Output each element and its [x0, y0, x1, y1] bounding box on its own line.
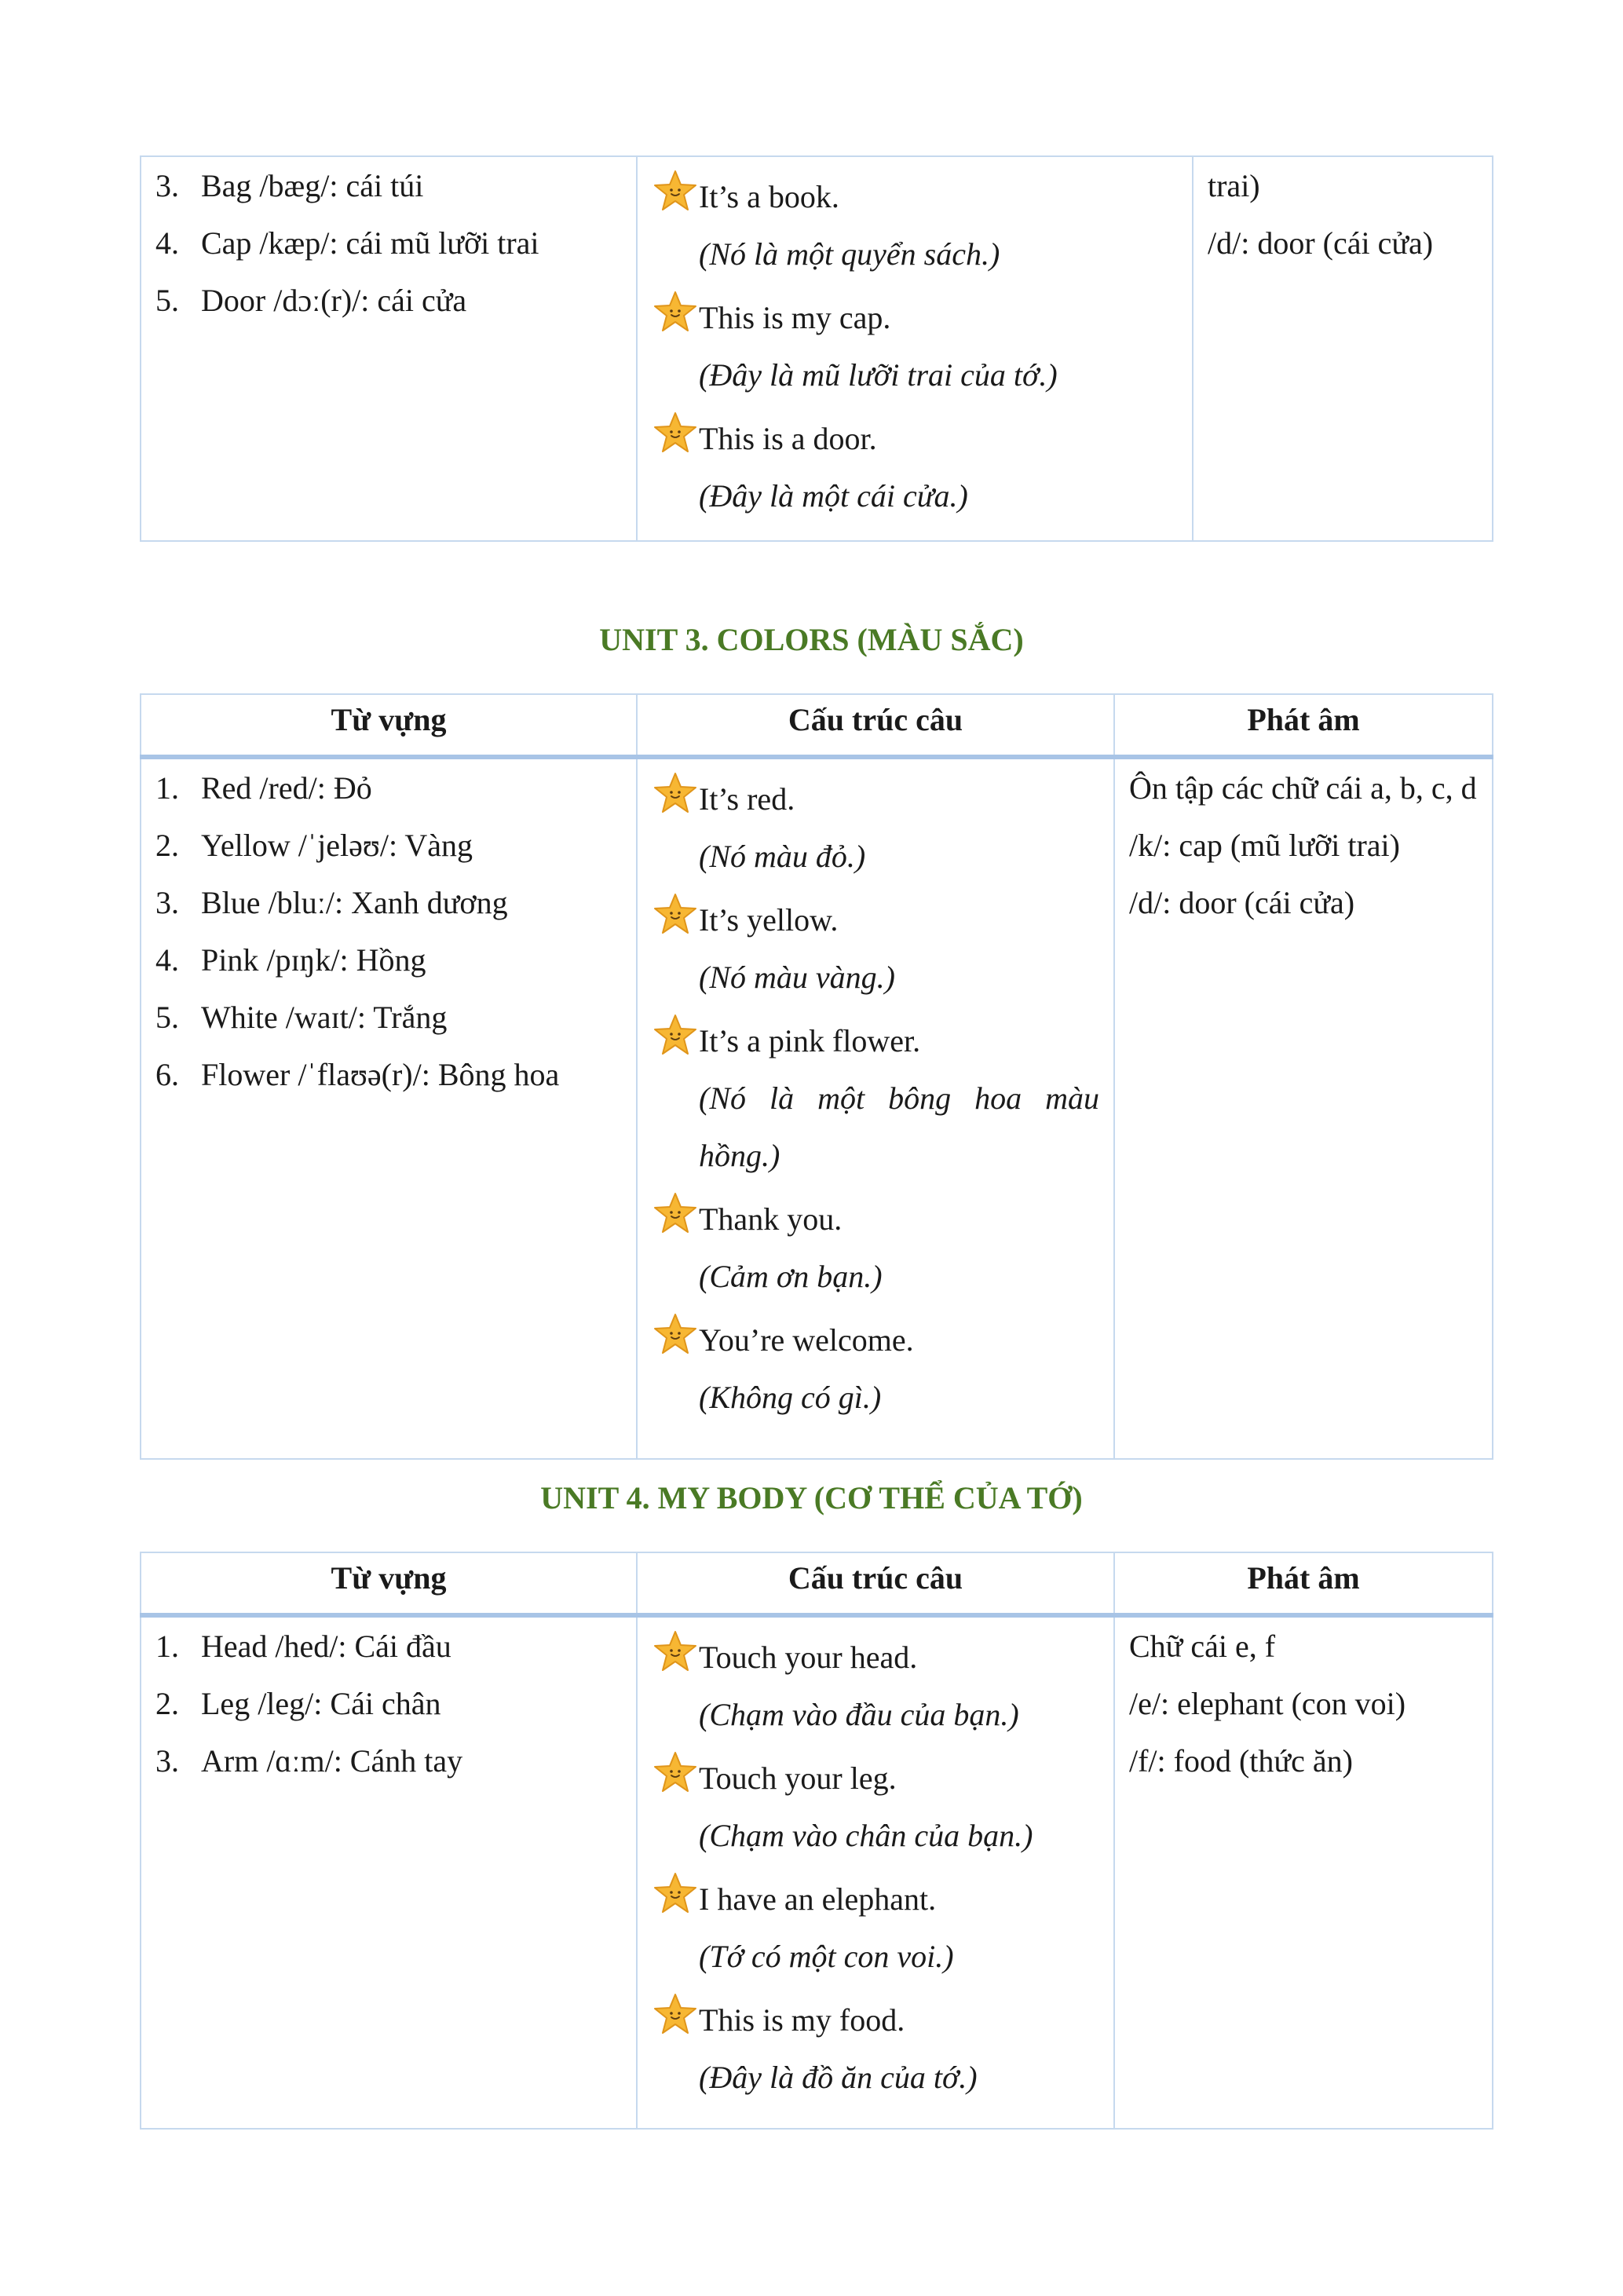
list-item: 1. Head /hed/: Cái đầu: [155, 1618, 628, 1675]
example-item: [652, 1870, 1099, 1985]
star-icon: [652, 410, 699, 457]
example-vi: (Không có gì.): [699, 1380, 882, 1415]
example-item: [652, 1012, 1099, 1184]
pronunciation-cell: [1114, 757, 1493, 1459]
unit4-title: UNIT 4. MY BODY (CƠ THỂ CỦA TỚ): [540, 1480, 1083, 1515]
vocab-text: Flower /ˈflaʊə(r)/: Bông hoa: [201, 1057, 560, 1092]
star-icon: [652, 168, 699, 215]
vocab-list: [155, 759, 628, 1103]
example-en: This is my cap.: [699, 300, 891, 335]
list-item: 2. Leg /leg/: Cái chân: [155, 1675, 628, 1732]
star-icon: [652, 1311, 699, 1358]
unit2-continuation-table: [140, 155, 1493, 542]
star-icon: [652, 289, 699, 336]
list-item: 5. White /waɪt/: Trắng: [155, 989, 628, 1046]
vocab-text: Leg /leg/: Cái chân: [201, 1686, 441, 1721]
example-vi: (Đây là mũ lưỡi trai của tớ.): [699, 357, 1058, 393]
vocab-list: [155, 157, 628, 329]
header-pronunciation: Phát âm: [1114, 1552, 1493, 1615]
example-vi: (Đây là một cái cửa.): [699, 478, 968, 514]
example-en: It’s red.: [699, 781, 795, 817]
vocab-text: Blue /bluː/: Xanh dương: [201, 885, 508, 920]
example-en: It’s a pink flower.: [699, 1023, 921, 1058]
example-item: [652, 1991, 1099, 2106]
example-item: [652, 168, 1178, 283]
header-structure: Cấu trúc câu: [637, 694, 1114, 757]
star-icon: [652, 1749, 699, 1797]
example-item: [652, 410, 1178, 525]
vocab-list: [155, 1618, 628, 1790]
example-en: I have an elephant.: [699, 1881, 937, 1917]
unit3-table: [140, 693, 1493, 1460]
example-vi: (Chạm vào đầu của bạn.): [699, 1697, 1019, 1732]
table-row: [141, 1615, 1493, 2129]
pronunciation-line: /k/: cap (mũ lưỡi trai): [1129, 828, 1400, 863]
pronunciation-line: /f/: food (thức ăn): [1129, 1743, 1353, 1779]
vocab-text: White /waɪt/: Trắng: [201, 1000, 448, 1035]
structure-cell: [637, 757, 1114, 1459]
example-vi: (Nó màu vàng.): [699, 960, 895, 995]
vocab-text: Yellow /ˈjeləʊ/: Vàng: [201, 828, 473, 863]
example-item: [652, 891, 1099, 1006]
example-en: This is my food.: [699, 2002, 905, 2038]
list-item: 3. Bag /bæg/: cái túi: [155, 157, 628, 214]
example-vi: (Tớ có một con voi.): [699, 1939, 954, 1974]
example-en: Touch your head.: [699, 1640, 918, 1675]
example-vi: (Nó là một quyển sách.): [699, 236, 1000, 272]
header-structure: Cấu trúc câu: [637, 1552, 1114, 1615]
list-item: 4. Pink /pɪŋk/: Hồng: [155, 931, 628, 989]
star-icon: [652, 770, 699, 817]
pronunciation-line: Ôn tập các chữ cái a, b, c, d: [1129, 770, 1477, 806]
example-en: Touch your leg.: [699, 1760, 897, 1796]
example-en: It’s yellow.: [699, 902, 839, 938]
vocab-text: Pink /pɪŋk/: Hồng: [201, 942, 426, 978]
pronunciation-line: /e/: elephant (con voi): [1129, 1686, 1406, 1721]
vocab-text: Door /dɔː(r)/: cái cửa: [201, 283, 467, 318]
vocab-cell: [141, 156, 637, 541]
example-vi: (Nó màu đỏ.): [699, 839, 866, 874]
table-row: [141, 757, 1493, 1459]
pronunciation-line: /d/: door (cái cửa): [1208, 225, 1434, 261]
example-en: This is a door.: [699, 421, 877, 456]
pronunciation-line: trai): [1208, 168, 1260, 203]
structure-cell: [637, 156, 1193, 541]
vocab-text: Red /red/: Đỏ: [201, 770, 372, 806]
example-en: Thank you.: [699, 1201, 843, 1237]
structure-cell: [637, 1615, 1114, 2129]
example-vi: (Đây là đồ ăn của tớ.): [699, 2060, 978, 2095]
list-item: 3. Arm /ɑːm/: Cánh tay: [155, 1732, 628, 1790]
list-item: 2. Yellow /ˈjeləʊ/: Vàng: [155, 817, 628, 874]
list-item: 3. Blue /bluː/: Xanh dương: [155, 874, 628, 931]
list-item: 5. Door /dɔː(r)/: cái cửa: [155, 272, 628, 329]
table-row: [141, 156, 1493, 541]
list-item: 6. Flower /ˈflaʊə(r)/: Bông hoa: [155, 1046, 628, 1103]
star-icon: [652, 1870, 699, 1918]
header-vocab: Từ vựng: [141, 1552, 637, 1615]
pronunciation-cell: [1114, 1615, 1493, 2129]
vocab-text: Head /hed/: Cái đầu: [201, 1629, 451, 1664]
example-item: [652, 770, 1099, 885]
star-icon: [652, 1012, 699, 1059]
star-icon: [652, 891, 699, 938]
vocab-cell: [141, 757, 637, 1459]
unit3-title: UNIT 3. COLORS (MÀU SẮC): [599, 622, 1024, 657]
pronunciation-line: /d/: door (cái cửa): [1129, 885, 1355, 920]
example-item: [652, 1311, 1099, 1426]
example-item: [652, 1749, 1099, 1864]
pronunciation-line: Chữ cái e, f: [1129, 1629, 1276, 1664]
example-item: [652, 1190, 1099, 1305]
vocab-cell: [141, 1615, 637, 2129]
star-icon: [652, 1190, 699, 1238]
example-item: [652, 1629, 1099, 1743]
header-pronunciation: Phát âm: [1114, 694, 1493, 757]
list-item: 4. Cap /kæp/: cái mũ lưỡi trai: [155, 214, 628, 272]
example-vi: (Cảm ơn bạn.): [699, 1259, 883, 1294]
example-vi: (Nó là một bông hoa màu hồng.): [699, 1080, 1099, 1173]
table-header-row: [141, 694, 1493, 757]
pronunciation-cell: [1193, 156, 1493, 541]
header-vocab: Từ vựng: [141, 694, 637, 757]
list-item: 1. Red /red/: Đỏ: [155, 759, 628, 817]
example-item: [652, 289, 1178, 404]
vocab-text: Cap /kæp/: cái mũ lưỡi trai: [201, 225, 539, 261]
example-vi: (Chạm vào chân của bạn.): [699, 1818, 1033, 1853]
example-en: It’s a book.: [699, 179, 839, 214]
table-header-row: [141, 1552, 1493, 1615]
vocab-text: Arm /ɑːm/: Cánh tay: [201, 1743, 463, 1779]
star-icon: [652, 1991, 699, 2038]
unit4-table: [140, 1552, 1493, 2130]
vocab-text: Bag /bæg/: cái túi: [201, 168, 424, 203]
example-en: You’re welcome.: [699, 1322, 914, 1358]
star-icon: [652, 1629, 699, 1676]
